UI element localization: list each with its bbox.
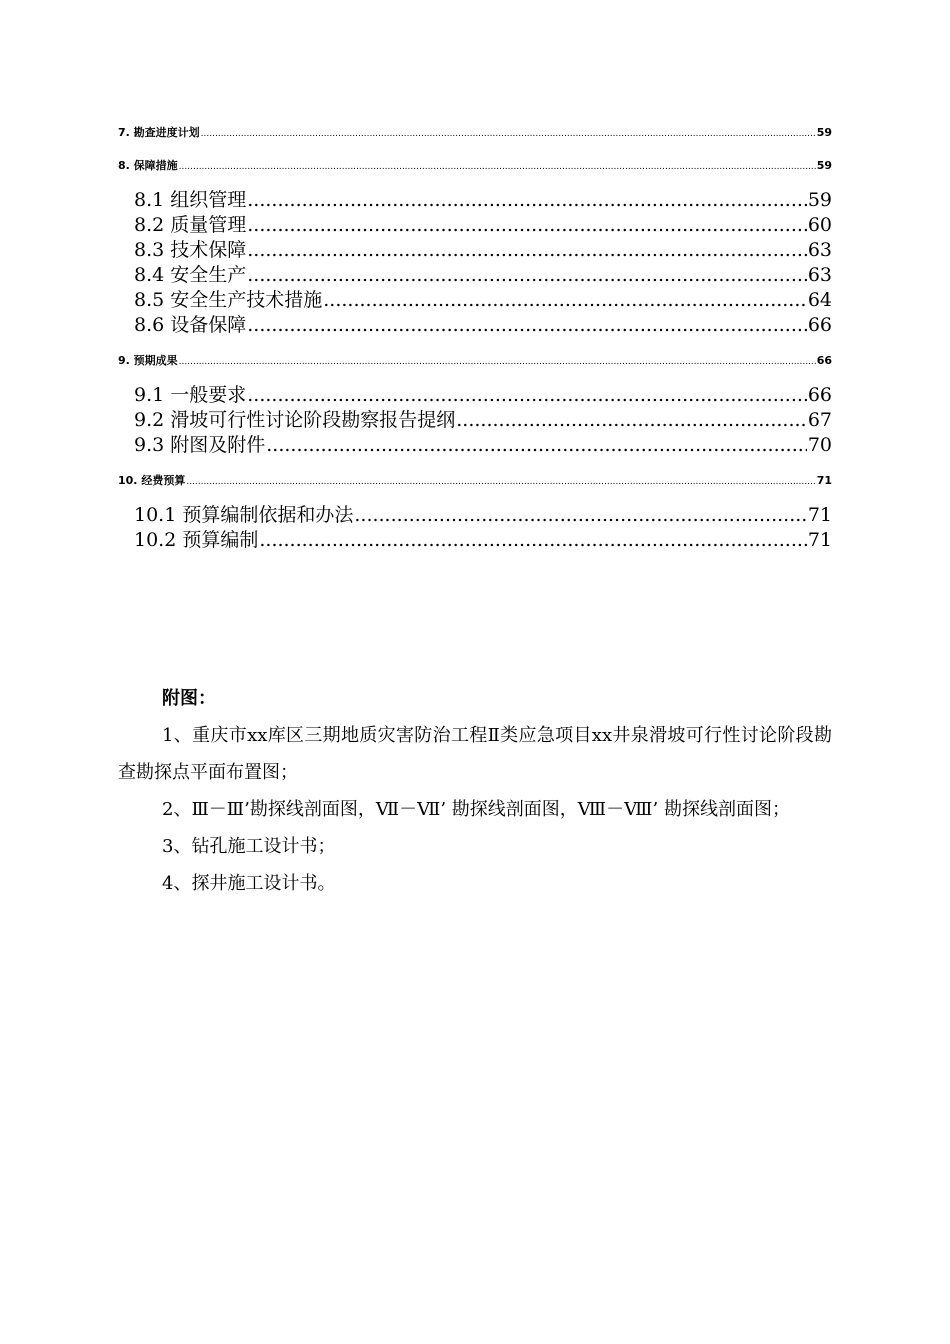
- toc-title: 10.2 预算编制: [134, 529, 259, 551]
- toc-leader: [179, 159, 816, 176]
- toc-entry-7[interactable]: [118, 124, 832, 141]
- toc-entry-8-2[interactable]: [118, 213, 832, 238]
- toc-leader: [186, 474, 815, 491]
- toc-leader: [323, 288, 807, 313]
- appendix-heading: 附图：: [162, 688, 216, 709]
- toc-title: 8.1 组织管理: [134, 189, 247, 211]
- toc-title: 8.3 技术保障: [134, 239, 247, 261]
- toc-page-number: 66: [816, 354, 832, 367]
- toc-entry-10[interactable]: [118, 472, 832, 489]
- toc-page-number: 59: [807, 189, 832, 211]
- toc-leader: [247, 188, 807, 213]
- toc-title: 9.1 一般要求: [134, 384, 247, 406]
- appendix-item-1: 1、重庆市xx库区三期地质灾害防治工程Ⅱ类应急项目xx井泉滑坡可行性讨论阶段勘查勘探点平面布置图；: [118, 725, 832, 783]
- toc-page-number: 64: [807, 289, 832, 311]
- toc-leader: [266, 433, 807, 458]
- toc-title: 9.2 滑坡可行性讨论阶段勘察报告提纲: [134, 409, 456, 431]
- toc-title: 8. 保障措施: [118, 159, 178, 172]
- toc-page-number: 66: [807, 384, 832, 406]
- toc-entry-8-5[interactable]: [118, 288, 832, 313]
- toc-entry-10-2[interactable]: [118, 528, 832, 553]
- toc-page-number: 71: [816, 474, 832, 487]
- toc-page-number: 67: [807, 409, 832, 431]
- toc-leader: [259, 528, 806, 553]
- appendix-item-2: 2、Ⅲ－Ⅲ’勘探线剖面图，Ⅶ－Ⅶ’ 勘探线剖面图，Ⅷ－Ⅷ’ 勘探线剖面图；: [162, 799, 790, 820]
- toc-title: 7. 勘查进度计划: [118, 126, 200, 139]
- toc-entry-8[interactable]: [118, 157, 832, 174]
- toc-leader: [354, 503, 806, 528]
- toc-title: 10.1 预算编制依据和办法: [134, 504, 354, 526]
- toc-leader: [179, 354, 816, 371]
- table-of-contents: [118, 124, 832, 553]
- toc-entry-8-1[interactable]: [118, 188, 832, 213]
- toc-leader: [201, 126, 816, 143]
- toc-leader: [247, 313, 807, 338]
- toc-page-number: 63: [807, 264, 832, 286]
- toc-entry-9[interactable]: [118, 352, 832, 369]
- toc-title: 8.2 质量管理: [134, 214, 247, 236]
- toc-page-number: 59: [816, 159, 832, 172]
- toc-entry-9-3[interactable]: [118, 433, 832, 458]
- toc-entry-10-1[interactable]: [118, 503, 832, 528]
- toc-page-number: 71: [807, 529, 832, 551]
- appendix-item-3: 3、钻孔施工设计书；: [162, 836, 336, 857]
- appendix-item-4: 4、探井施工设计书。: [162, 873, 336, 894]
- toc-leader: [247, 238, 807, 263]
- toc-page-number: 71: [807, 504, 832, 526]
- toc-leader: [247, 263, 807, 288]
- toc-entry-8-3[interactable]: [118, 238, 832, 263]
- toc-title: 10. 经费预算: [118, 474, 186, 487]
- toc-entry-9-1[interactable]: [118, 383, 832, 408]
- toc-page-number: 63: [807, 239, 832, 261]
- toc-title: 8.4 安全生产: [134, 264, 247, 286]
- toc-entry-8-6[interactable]: [118, 313, 832, 338]
- toc-entry-8-4[interactable]: [118, 263, 832, 288]
- toc-leader: [247, 213, 807, 238]
- toc-title: 8.6 设备保障: [134, 314, 247, 336]
- toc-leader: [247, 383, 807, 408]
- toc-page-number: 70: [807, 434, 832, 456]
- appendix-figures: [118, 680, 832, 902]
- toc-title: 9.3 附图及附件: [134, 434, 266, 456]
- toc-page-number: 60: [807, 214, 832, 236]
- toc-page-number: 59: [816, 126, 832, 139]
- toc-title: 8.5 安全生产技术措施: [134, 289, 323, 311]
- toc-title: 9. 预期成果: [118, 354, 178, 367]
- toc-entry-9-2[interactable]: [118, 408, 832, 433]
- toc-page-number: 66: [807, 314, 832, 336]
- toc-leader: [456, 408, 807, 433]
